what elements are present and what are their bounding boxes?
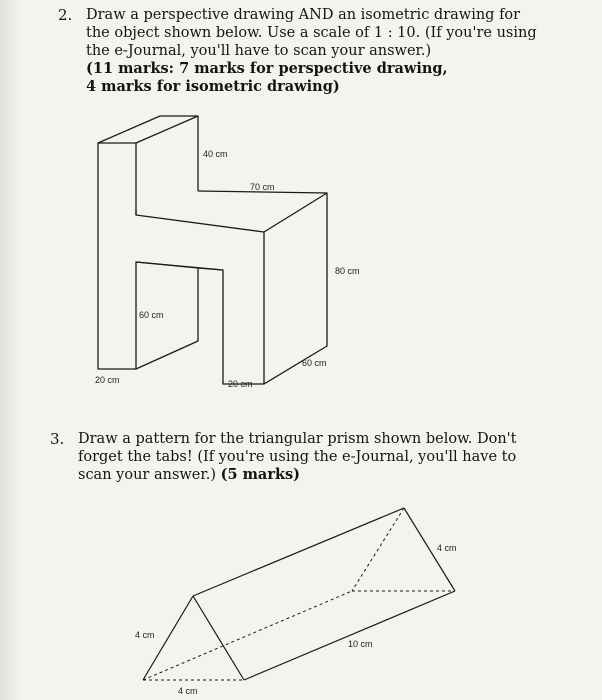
label-leg-width-mid: 20 cm [228,379,253,389]
marks-line: (11 marks: 7 marks for perspective drawing, [86,60,448,77]
label-depth: 60 cm [302,358,327,368]
question-line: the e-Journal, you'll have to scan your answer.) [86,43,432,59]
question-line: forget the tabs! (If you're using the e-Journal, you'll have to [78,449,517,465]
label-leg-width-left: 20 cm [95,375,120,385]
question-number: 2. [58,6,73,24]
label-back-width: 40 cm [203,149,228,159]
marks-line: 4 marks for isometric drawing) [86,78,340,95]
question-line: Draw a pattern for the triangular prism shown below. Don't [78,431,517,447]
question-line-text: scan your answer.) [78,467,221,483]
label-side-left: 4 cm [135,630,155,640]
question-number: 3. [50,430,65,448]
prism-top-ridge [193,508,404,596]
prism-hidden-long-edge [143,591,352,680]
marks-text: (5 marks) [220,466,301,483]
label-height: 80 cm [335,266,360,276]
label-base: 4 cm [178,686,198,696]
label-side-right: 4 cm [437,543,457,553]
label-seat-depth: 70 cm [250,182,275,192]
label-inner-height: 60 cm [139,310,164,320]
question-line: the object shown below. Use a scale of 1 : 10. (If you're using [86,25,537,41]
label-length: 10 cm [348,639,373,649]
prism-hidden-back-left [352,508,404,591]
question-line: Draw a perspective drawing AND an isometric drawing for [86,7,521,23]
prism-front-right-edge [193,596,244,680]
prism-bottom-edge [244,591,455,680]
